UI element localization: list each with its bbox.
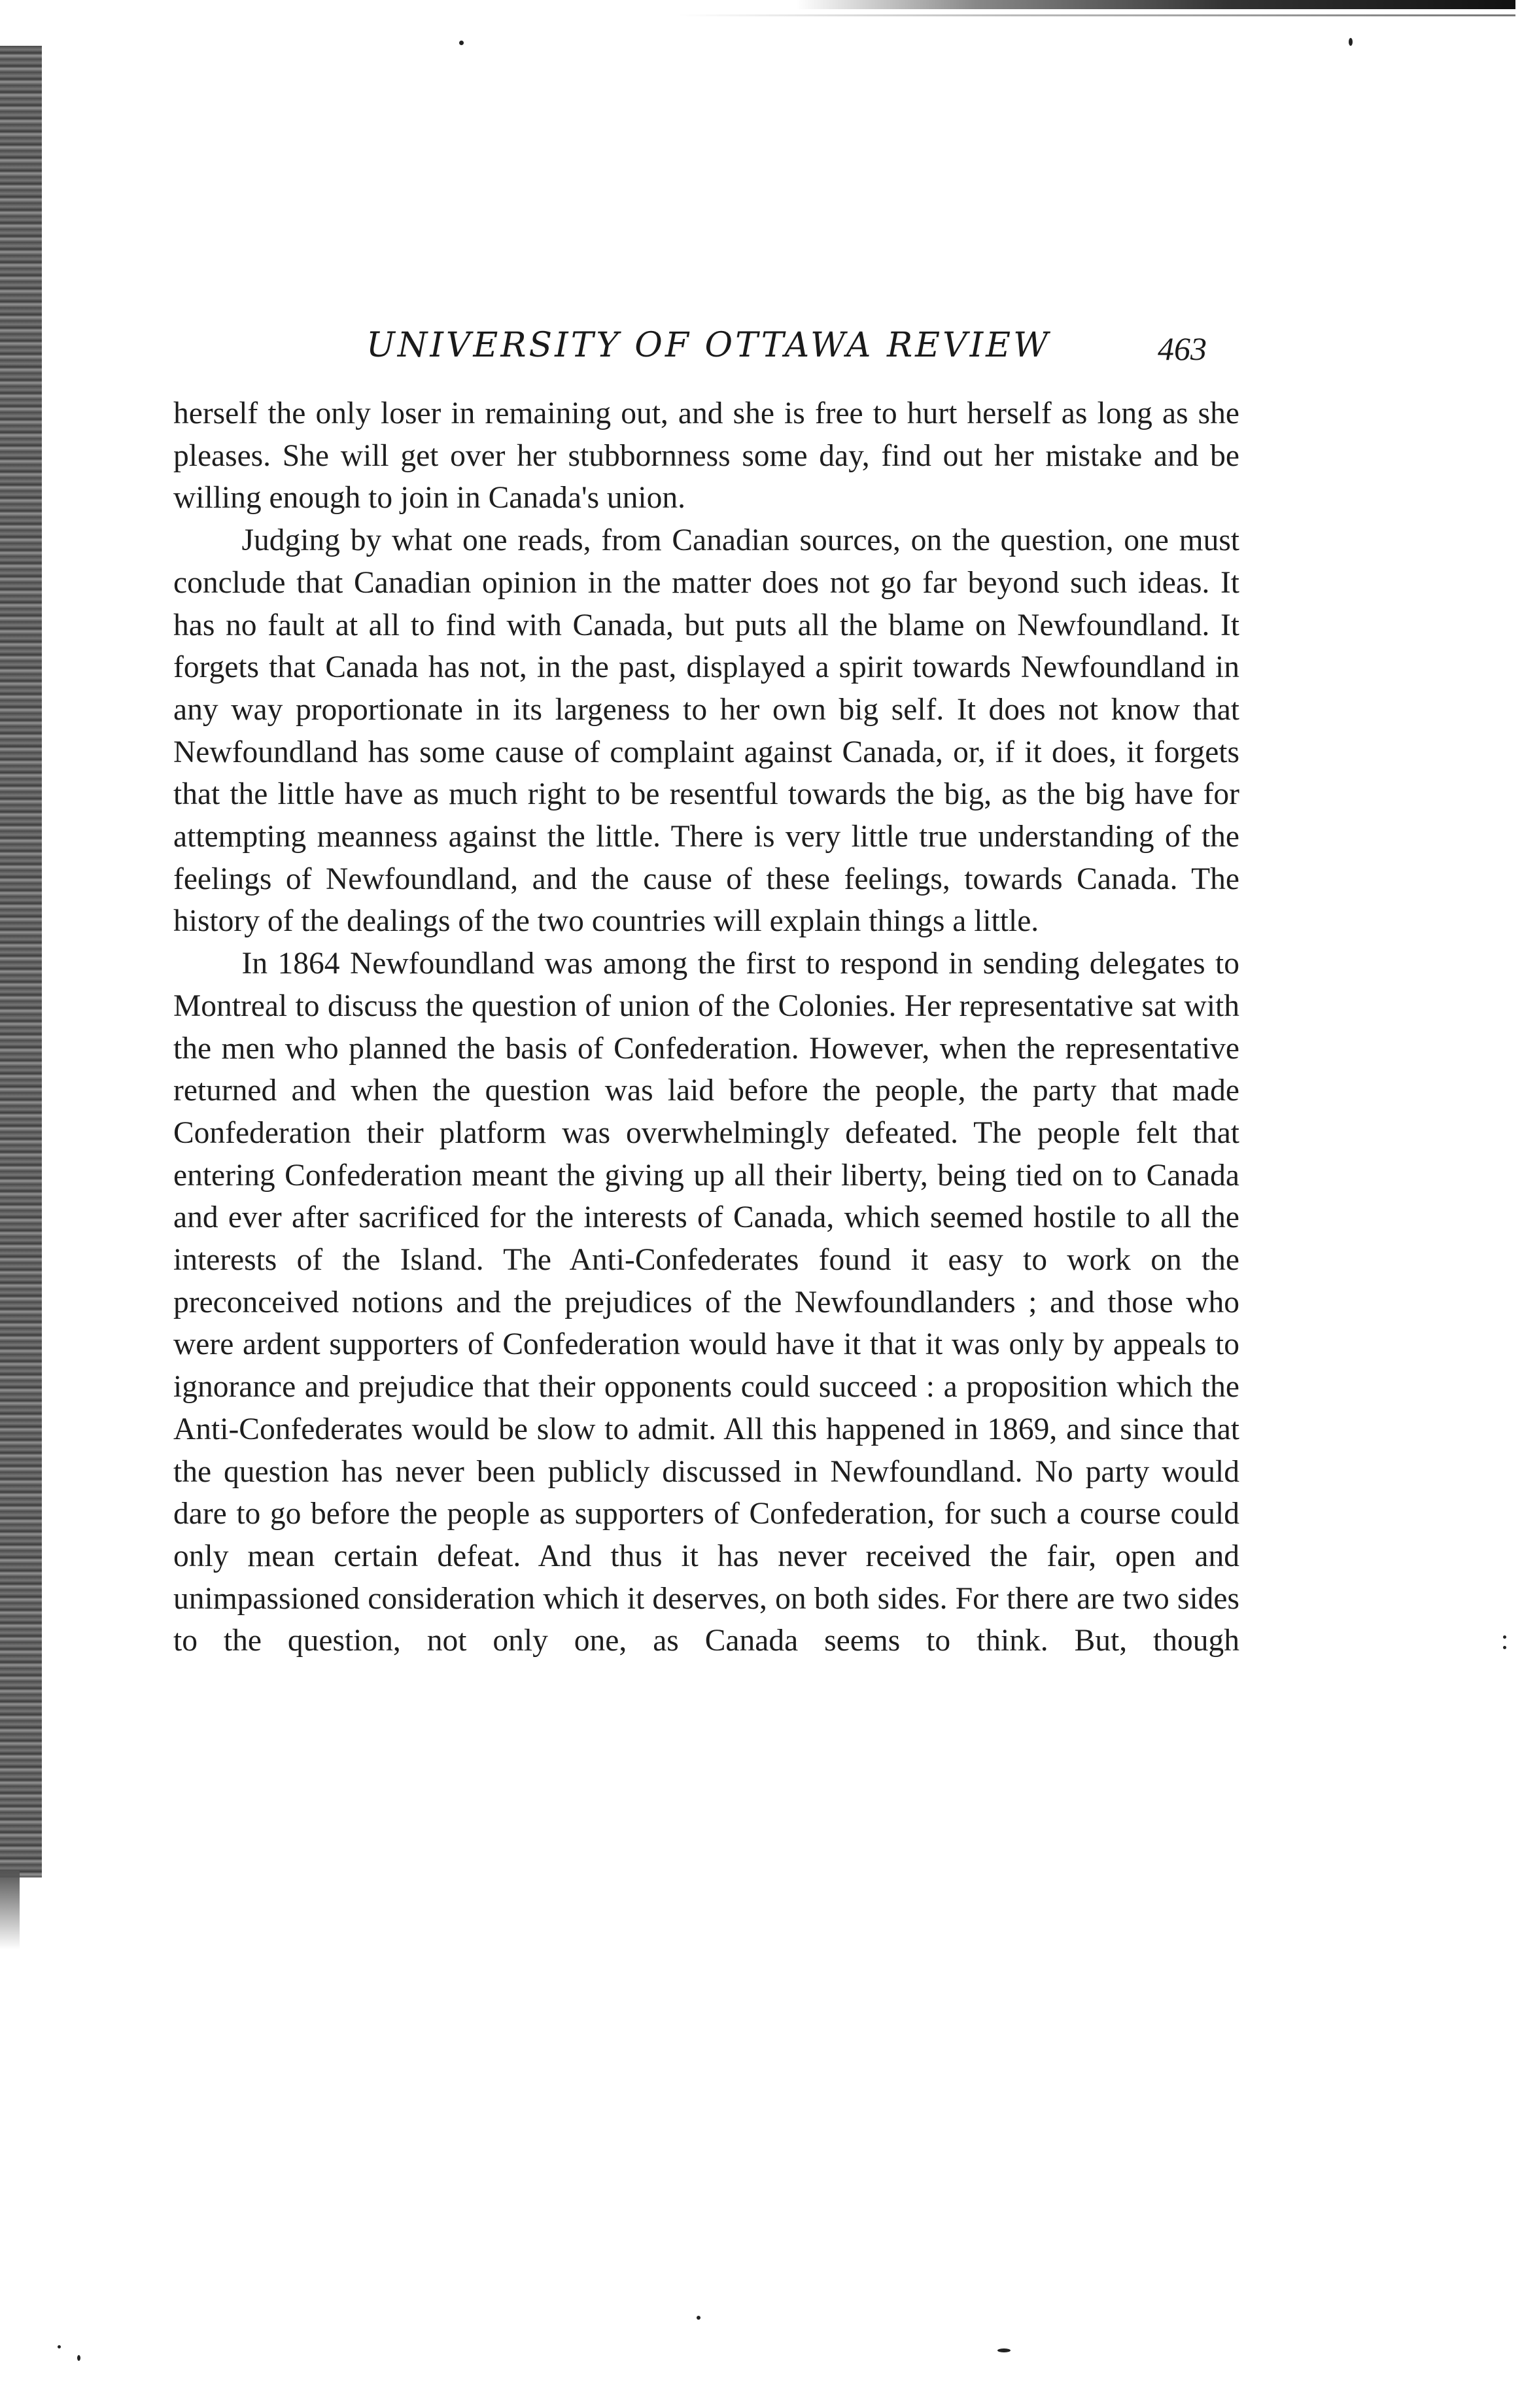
body-text (173, 393, 1239, 1662)
scan-speck (1503, 1646, 1506, 1649)
scan-speck (1349, 38, 1353, 46)
paragraph-continuation: herself the only loser in remaining out, and she is free to hurt herself as long as she pleases. She will get over her stubbornness some day, find out her mistake and be willing enough to join in Canada's union. (173, 396, 1239, 515)
scan-artifact-thin-rule (678, 14, 1515, 16)
binding-edge-fade (0, 1871, 20, 1949)
page-number: 463 (1158, 330, 1207, 367)
scan-speck (697, 2316, 700, 2320)
scan-artifact-top-rule (796, 0, 1515, 9)
scan-speck (1503, 1635, 1506, 1639)
paragraph-canadian-opinion: Judging by what one reads, from Canadian sources, on the question, one must conclude that Canadian opinion in the matter does not go far beyond such ideas. It has no fault at all to find with Canada, but puts all the blame on Newfoundland. It forgets that Canada has not, in the past, displayed a spirit towards Newfoundland in any way proportionate in its largeness to her own big self. It does not know that Newfoundland has some cause of complaint against Canada, or, if it does, it forgets that the little have as much right to be resentful towards the big, as the big have for attempting meanness against the little. There is very little true understanding of the feelings of Newfoundland, and the cause of these feelings, towards Canada. The history of the dealings of the two countries will explain things a little. (173, 523, 1239, 939)
running-head-title: UNIVERSITY OF OTTAWA REVIEW (366, 326, 1051, 365)
scan-speck (58, 2345, 61, 2348)
paragraph-history-1864: In 1864 Newfoundland was among the first to respond in sending delegates to Montreal to discuss the question of union of the Colonies. Her representative sat with the men who planned the basis of Confederation. However, when the representative returned and when the question was laid before the people, the party that made Confederation their platform was overwhelmingly defeated. The people felt that entering Confederation meant the giving up all their liberty, being tied on to Canada and ever after sacrificed for the interests of Canada, which seemed hostile to all the interests of the Island. The Anti-Confederates found it easy to work on the preconceived notions and the prejudices of the Newfoundlanders ; and those who were ardent supporters of Confederation would have it that it was only by appeals to ignorance and prejudice that their opponents could succeed : a proposition which the Anti-Confederates would be slow to admit. All this happened in 1869, and since that the question has never been publicly discussed in Newfoundland. No party would dare to go before the people as supporters of Confederation, for such a course could only mean certain defeat. And thus it has never received the fair, open and unimpassioned consideration which it deserves, on both sides. For there are two sides to the question, not only one, as Canada seems to think. But, though (173, 947, 1239, 1658)
scan-speck (77, 2355, 80, 2361)
binding-edge-shadow (0, 46, 42, 1877)
scan-speck (459, 41, 464, 45)
scan-speck (997, 2348, 1011, 2352)
